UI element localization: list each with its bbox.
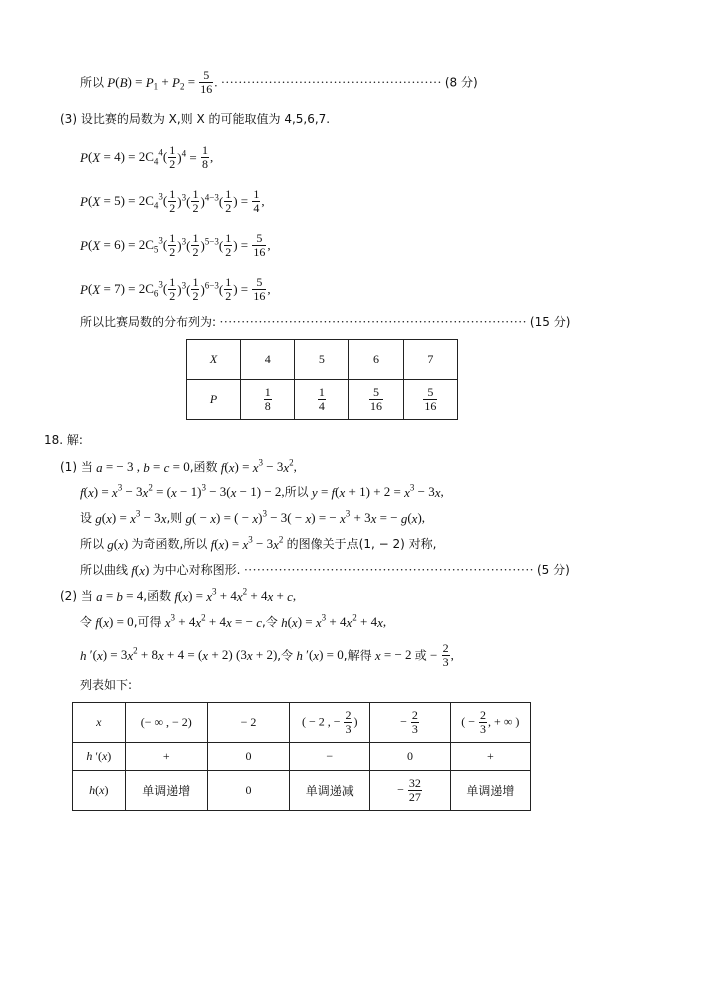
table-cell: − 2 bbox=[207, 703, 289, 743]
table-cell: $\frac{5}{16}$ bbox=[403, 380, 457, 420]
table-row-label: h(x) bbox=[73, 771, 126, 811]
monotonicity-table bbox=[72, 702, 531, 811]
q18-s1-l2: $f(x) = x^3 - 3x^2 = (x - 1)^3 - 3(x - 1) - 2$,所以 $y = f(x + 1) + 2 = x^3 - 3x$, bbox=[80, 482, 444, 500]
table-row bbox=[73, 771, 531, 811]
pb-line: 所以 $P(B) = P_1 + P_2$ = $\frac{5}{16}$ . ··················································· (8 分) bbox=[80, 68, 478, 96]
table-cell: 单调递增 bbox=[125, 771, 207, 811]
p-x4-result: $\frac{1}{8}$ bbox=[201, 143, 208, 171]
dist-score: (15 分) bbox=[529, 315, 571, 330]
p-x6-result: $\frac{5}{16}$ bbox=[253, 231, 266, 259]
q18-s1-l3: 设 $g(x) = x^3 - 3x$,则 g( − x) = ( − x)$^3$ − 3( − x) = − $x^3 + 3x$ = − g(x), bbox=[80, 508, 426, 526]
p-x4-line: $P(X = 4) = 2C_4^4$( $\frac{1}{2}$ )$^4$ = $\frac{1}{8}$ , bbox=[80, 143, 214, 171]
dist-dots: ······································································· bbox=[219, 314, 527, 330]
q18-s1-l1: (1) 当 a = − 3 , b = c = 0,函数 $f(x) = x^3 - 3x^2$, bbox=[60, 457, 297, 475]
table-cell: 4 bbox=[241, 340, 295, 380]
table-cell: $\frac{5}{16}$ bbox=[349, 380, 403, 420]
pb-fraction: $\frac{5}{16}$ bbox=[200, 68, 213, 96]
table-cell: (− ∞ , − 2) bbox=[125, 703, 207, 743]
p-x7-result: $\frac{5}{16}$ bbox=[253, 275, 266, 303]
table-cell: 0 bbox=[207, 743, 289, 771]
table-cell: 5 bbox=[295, 340, 349, 380]
part3-intro: (3) 设比赛的局数为 X,则 X 的可能取值为 4,5,6,7. bbox=[60, 112, 331, 126]
pb-prefix: 所以 bbox=[80, 75, 105, 90]
p-x7-line: $P(X = 7) = 2C_6^3$( $\frac{1}{2}$ )$^3$( $\frac{1}{2}$ )$^{6-3}$( $\frac{1}{2}$ ) = $\frac{5}{16}$ , bbox=[80, 275, 271, 303]
table-cell: 单调递增 bbox=[450, 771, 530, 811]
p-x6-line: $P(X = 6) = 2C_5^3$( $\frac{1}{2}$ )$^3$( $\frac{1}{2}$ )$^{5-3}$( $\frac{1}{2}$ ) = $\frac{5}{16}$ , bbox=[80, 231, 271, 259]
pb-score: (8 分) bbox=[444, 75, 478, 90]
table-cell: 0 bbox=[207, 771, 289, 811]
table-header-x: X bbox=[187, 340, 241, 380]
s1-score: (5 分) bbox=[537, 563, 570, 578]
q18-s2-l2: 令 f(x) = 0,可得 $x^3 + 4x^2 + 4x$ = − c,令 $h(x) = x^3 + 4x^2 + 4x$, bbox=[80, 612, 387, 630]
table-cell: 6 bbox=[349, 340, 403, 380]
s1-dots: ··································································· bbox=[243, 562, 534, 578]
table-row bbox=[73, 743, 531, 771]
table-cell: + bbox=[125, 743, 207, 771]
table-cell: + bbox=[450, 743, 530, 771]
dist-text: 所以比赛局数的分布列为: bbox=[80, 315, 217, 330]
table-cell: 0 bbox=[370, 743, 450, 771]
table-row bbox=[187, 380, 458, 420]
list-text: 列表如下: bbox=[80, 678, 133, 692]
table-cell: − bbox=[290, 743, 370, 771]
table-row-label: h ′(x) bbox=[73, 743, 126, 771]
table-cell: $\frac{1}{8}$ bbox=[241, 380, 295, 420]
q18-s1-l5: 所以曲线 f(x) 为中心对称图形. ··································································· (5 分) bbox=[80, 561, 570, 578]
p-x5-result: $\frac{1}{4}$ bbox=[253, 187, 260, 215]
table-cell: − $\frac{2}{3}$ bbox=[370, 703, 450, 743]
table-header-x: x bbox=[73, 703, 126, 743]
table-cell: $\frac{1}{4}$ bbox=[295, 380, 349, 420]
q18-s2-l3: h $'(x) = 3x^2 + 8x + 4 = (x + 2) (3x + 2)$,令 h ′(x) = 0,解得 x = − 2 或 − $\frac{2}{3}$ , bbox=[80, 641, 454, 669]
table-cell: − $\frac{32}{27}$ bbox=[370, 771, 450, 811]
table-row bbox=[187, 340, 458, 380]
pb-dots: ··················································· bbox=[220, 74, 442, 90]
table-cell: ( − 2 , − $\frac{2}{3}$ ) bbox=[290, 703, 370, 743]
pb-formula: $P(B) = P_1 + P_2$ = bbox=[107, 73, 199, 92]
table-cell: ( − $\frac{2}{3}$ , + ∞ ) bbox=[450, 703, 530, 743]
dist-line bbox=[80, 313, 570, 330]
table-header-p: P bbox=[187, 380, 241, 420]
table-cell: 单调递减 bbox=[290, 771, 370, 811]
p-x5-line: $P(X = 5) = 2C_4^3$( $\frac{1}{2}$ )$^3$( $\frac{1}{2}$ )$^{4-3}$( $\frac{1}{2}$ ) = $\frac{1}{4}$ , bbox=[80, 187, 265, 215]
q18-s2-l1: (2) 当 a = b = 4,函数 $f(x) = x^3 + 4x^2 + 4x + c$, bbox=[60, 586, 297, 604]
q18-heading: 18. 解: bbox=[44, 433, 83, 447]
distribution-table bbox=[186, 339, 458, 420]
table-row bbox=[73, 703, 531, 743]
q18-s1-l4: 所以 g(x) 为奇函数,所以 $f(x) = x^3 - 3x^2$ 的图像关于点(1, − 2) 对称, bbox=[80, 534, 437, 552]
table-cell: 7 bbox=[403, 340, 457, 380]
